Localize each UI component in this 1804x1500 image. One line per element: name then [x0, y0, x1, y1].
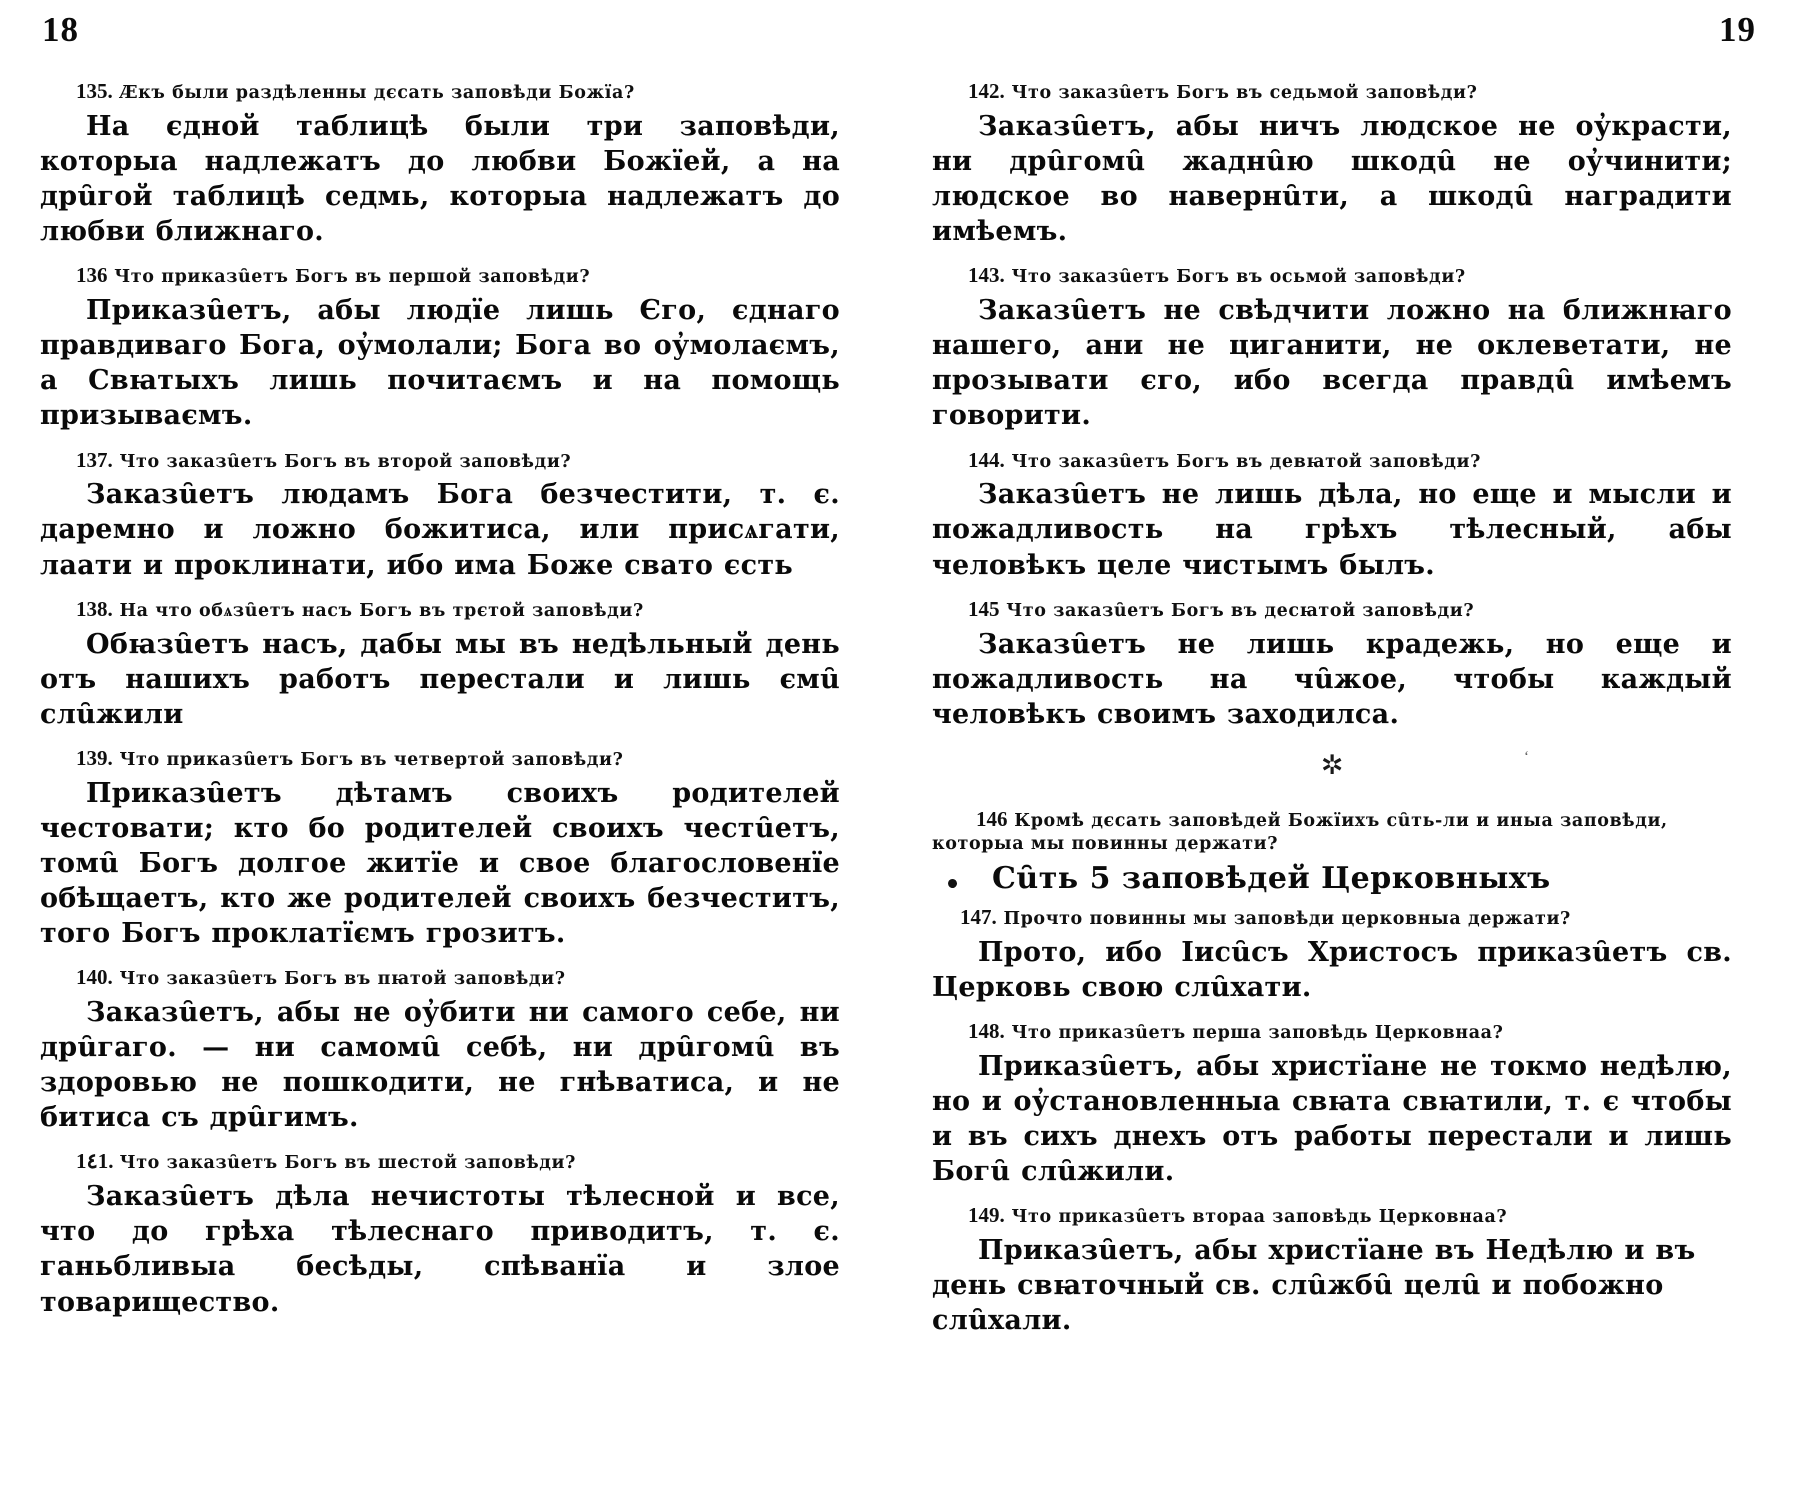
answer-paragraph: Приказȗетъ, абы христїане не токмо недѣлю, но и оу̓становленныа свꙗта свꙗтили, т. є чтобы и въ сихъ днехъ отъ работы перестали и лишь Богȗ слȗжили. [932, 1051, 1732, 1188]
question-number: 1٤1. [76, 1149, 114, 1174]
question-number: 139. [76, 745, 113, 770]
question-text: Что приказȗетъ втораа заповѣдь Церковнаа? [1011, 1207, 1508, 1228]
question-text: Что приказȗетъ Богъ въ першой заповѣди? [114, 267, 591, 288]
question-text: Что заказȗетъ Богъ въ пꙗтой заповѣди? [119, 969, 566, 990]
question-line [40, 262, 840, 289]
question-number: 136 [76, 263, 108, 288]
question-line [932, 904, 1732, 931]
answer-paragraph: Приказȗетъ дѣтамъ своихъ родителей честовати; кто бо родителей своихъ честȗетъ, томȗ Богъ долгое житїе и свое благословенїе обѣщаетъ, кто же родителей своихъ безчеститъ, того Богъ проклатїємъ грозитъ. [40, 777, 840, 950]
answer-paragraph: На єдной таблицѣ были три заповѣди, которыа надлежатъ до любви Божїей, а на дрȗгой таблицѣ седмь, которыа надлежатъ до любви ближнаго. [40, 110, 840, 248]
question-text: Что заказȗетъ Богъ въ десꙗтой заповѣди? [1006, 600, 1475, 621]
question-text: Что заказȗетъ Богъ въ седьмой заповѣди? [1011, 83, 1478, 103]
answer-paragraph: Прото, ибо Іисȗсъ Христосъ приказȗетъ св. Церковь свою слȗхати. [932, 936, 1732, 1004]
ink-speck-mark: ʻ [1524, 748, 1529, 765]
question-number: 149. [968, 1203, 1005, 1228]
question-line [932, 1018, 1732, 1045]
question-number: 140. [76, 965, 113, 990]
question-number: 143. [968, 263, 1005, 288]
question-text: Ӕкъ были раздѣленны дєсать заповѣди Божїа? [119, 83, 635, 103]
right-page-column [932, 78, 1732, 1494]
question-number: 148. [968, 1019, 1005, 1044]
answer-paragraph: Обꙗзȗетъ насъ, дабы мы въ недѣльный день отъ нашихъ работъ перестали и лишь ємȗ слȗжили [40, 628, 840, 730]
question-number: 146 [976, 806, 1008, 831]
section-heading-text: Сȗть 5 заповѣдей Церковныхъ [992, 861, 1551, 897]
question-number: 135. [76, 79, 113, 103]
asterisk-ornament-icon: ✲ [1320, 749, 1344, 781]
answer-paragraph: Заказȗетъ, абы ничъ людское не оу̓красти, ни дрȗгомȗ жаднȗю шкодȗ не оу̓чинити; людское во навернȗти, а шкодȗ наградити имѣемъ. [932, 110, 1732, 248]
question-number: 144. [968, 447, 1005, 472]
question-line [40, 1148, 840, 1175]
question-line [932, 447, 1732, 474]
question-text: Что приказȗетъ Богъ въ четвертой заповѣди? [119, 749, 624, 770]
answer-paragraph: Приказȗетъ, абы людїе лишь Єго, єднаго правдиваго Бога, оу̓молали; Бога во оу̓молаємъ, а Свꙗтыхъ лишь почитаємъ и на помощь призываємъ. [40, 295, 840, 432]
question-text: Что заказȗетъ Богъ въ второй заповѣди? [119, 451, 572, 472]
two-column-text-body [40, 78, 1764, 1494]
question-text: Прочто повинны мы заповѣди церковныа держати? [1003, 909, 1571, 930]
answer-paragraph: Заказȗетъ не лишь дѣла, но еще и мысли и пожадливость на грѣхъ тѣлесный, абы человѣкъ целе чистымъ былъ. [932, 479, 1732, 581]
question-line [932, 262, 1732, 289]
question-line [40, 964, 840, 991]
answer-paragraph: Заказȗетъ дѣла нечистоты тѣлесной и все, что до грѣха тѣлеснаго приводитъ, т. є. ганьбливыа бесѣды, спѣванїа и злое товарищество. [40, 1181, 840, 1318]
question-line [40, 447, 840, 474]
question-text: Что приказȗетъ перша заповѣдь Церковнаа? [1011, 1023, 1504, 1044]
answer-paragraph: Заказȗетъ не лишь крадежь, но еще и пожадливость на чȗжое, чтобы каждый человѣкъ своимъ заходилса. [932, 628, 1732, 730]
question-line [40, 78, 840, 105]
question-number: 147. [960, 905, 997, 930]
section-heading [932, 861, 1732, 896]
question-text: Кромѣ дєсать заповѣдей Божїихъ сȗть-ли и иныа заповѣди, которыа мы повинны держати? [932, 810, 1668, 854]
question-text: Что заказȗетъ Богъ въ шестой заповѣди? [119, 1153, 576, 1174]
question-line [932, 1202, 1732, 1229]
folio-number-left: 18 [42, 10, 79, 49]
question-number: 145 [968, 596, 1000, 621]
question-text: Что заказȗетъ Богъ въ осьмой заповѣди? [1011, 267, 1466, 288]
answer-paragraph: Заказȗетъ не свѣдчити ложно на ближнꙗго нашего, ани не циганити, не оклеветати, не прозывати єго, ибо всегда правдȗ имѣемъ говорити. [932, 295, 1732, 432]
left-page-column [40, 78, 840, 1494]
answer-paragraph: Заказȗетъ, абы не оу̓бити ни самого себе, ни дрȗгаго. — ни самомȗ себѣ, ни дрȗгомȗ въ здоровью не пошкодити, не гнѣватиса, и не битиса съ дрȗгимъ. [40, 997, 840, 1134]
question-text: Что заказȗетъ Богъ въ девꙗтой заповѣди? [1011, 451, 1481, 472]
question-line [40, 596, 840, 623]
marginal-dot-icon [947, 878, 959, 890]
question-line [40, 745, 840, 772]
question-number: 142. [968, 79, 1005, 103]
section-divider [932, 750, 1732, 784]
question-line [932, 78, 1732, 105]
answer-paragraph: Заказȗетъ людамъ Бога безчестити, т. є. даремно и ложно божитиса, или присѧгати, лаати и проклинати, ибо има Боже свато єсть [40, 479, 840, 581]
answer-paragraph: Приказȗетъ, абы христїане въ Недѣлю и въ день свꙗточный св. слȗжбȗ целȗ и побожно слȗхали. [932, 1235, 1696, 1337]
question-line [932, 596, 1732, 623]
question-text: На что обѧзȗетъ насъ Богъ въ трєтой заповѣди? [119, 600, 644, 621]
question-number: 137. [76, 447, 113, 472]
folio-number-right: 19 [1719, 10, 1756, 49]
question-line [932, 806, 1732, 855]
question-number: 138. [76, 596, 113, 621]
